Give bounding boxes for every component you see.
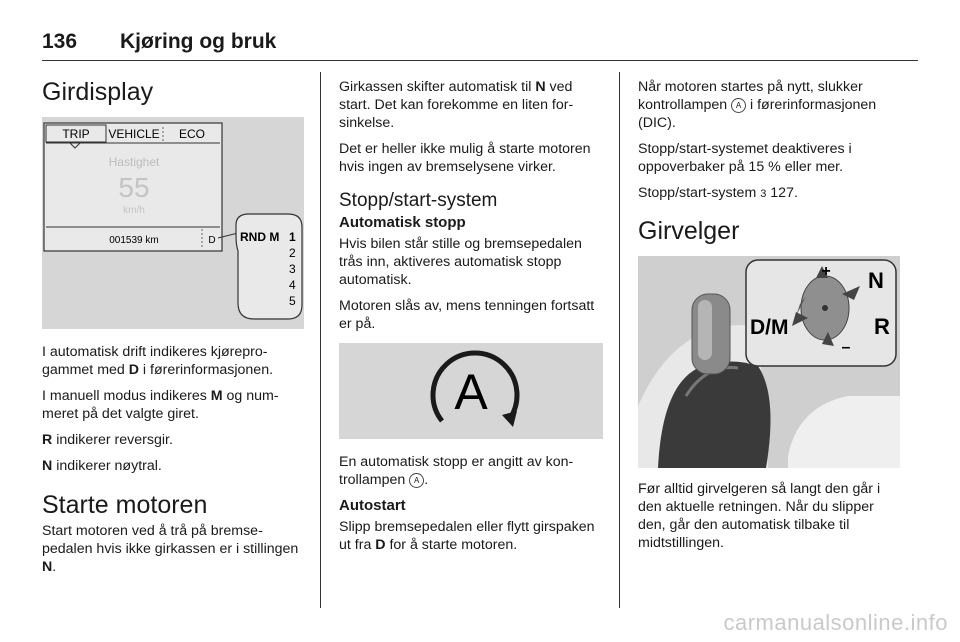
gear-display-figure bbox=[42, 117, 304, 329]
tab-eco: ECO bbox=[178, 127, 206, 141]
column-3 bbox=[638, 72, 902, 560]
heading-girdisplay: Girdisplay bbox=[42, 78, 154, 106]
paragraph: Girkassen skifter automatisk til N ved start. Det kan forekomme en liten forsinkelse. bbox=[339, 79, 574, 131]
tab-trip: TRIP bbox=[62, 127, 90, 141]
page-header bbox=[42, 14, 276, 54]
gear-selector-figure bbox=[638, 256, 900, 468]
heading-stopp-start: Stopp/start-system bbox=[339, 190, 498, 211]
page-number: 136 bbox=[42, 30, 78, 53]
paragraph: Slipp bremsepedalen eller flytt girspaken ut fra D for å starte motoren. bbox=[339, 519, 595, 553]
paragraph: I automatisk drift indikeres kjøreprogammet med D i førerinformasjonen. bbox=[42, 344, 274, 378]
autostop-a-icon bbox=[339, 343, 603, 439]
gear-3: 3 bbox=[289, 262, 296, 276]
odometer: 001539 km bbox=[109, 235, 159, 246]
gear-2: 2 bbox=[289, 246, 296, 260]
paragraph: Motoren slås av, mens tenningen fortsatt er på. bbox=[339, 298, 595, 332]
speed-unit: km/h bbox=[123, 205, 145, 216]
heading-starte-motoren: Starte motoren bbox=[42, 491, 208, 519]
selector-minus: – bbox=[841, 339, 851, 356]
subheading-autostart: Autostart bbox=[339, 497, 406, 514]
selector-plus: + bbox=[821, 263, 831, 280]
column-divider bbox=[619, 72, 620, 608]
selector-n: N bbox=[868, 268, 884, 293]
speed-value: 55 bbox=[118, 172, 150, 203]
subheading-automatisk-stopp: Automatisk stopp bbox=[339, 214, 466, 231]
gear-5: 5 bbox=[289, 294, 296, 308]
header-rule bbox=[42, 60, 918, 61]
gear-selector-illustration bbox=[638, 256, 900, 468]
speed-label: Hastighet bbox=[108, 155, 160, 169]
watermark: carmanualsonline.info bbox=[723, 610, 948, 635]
paragraph: Start motoren ved å trå på bremsepedalen hvis ikke girkassen er i stillingen N. bbox=[42, 523, 299, 575]
page-reference-arrow-icon: 3 bbox=[760, 188, 767, 200]
column-1 bbox=[42, 72, 304, 584]
current-gear: D bbox=[208, 235, 216, 246]
paragraph: I manuell modus indikeres M og nummeret på det valgte giret. bbox=[42, 388, 279, 422]
paragraph: Hvis bilen står stille og bremsepedalen trås inn, aktiveres automatisk stopp automatisk. bbox=[339, 236, 582, 288]
tab-vehicle: VEHICLE bbox=[108, 127, 160, 141]
selector-dm: D/M bbox=[750, 316, 789, 339]
column-2 bbox=[339, 72, 603, 562]
gear-selected: 1 bbox=[289, 230, 296, 244]
paragraph: Når motoren startes på nytt, slukker kontrollampen A i førerinformasjonen (DIC). bbox=[638, 79, 877, 131]
selector-r: R bbox=[874, 314, 890, 339]
autostop-icon-figure bbox=[339, 343, 603, 439]
gear-row: RND M bbox=[240, 230, 280, 244]
paragraph: Stopp/start-systemet deaktiveres i oppoverbaker på 15 % eller mer. bbox=[638, 141, 852, 175]
paragraph: N indikerer nøytral. bbox=[42, 458, 162, 474]
paragraph: R indikerer reversgir. bbox=[42, 432, 173, 448]
svg-text:A: A bbox=[454, 364, 488, 420]
paragraph: Det er heller ikke mulig å starte motoren hvis ingen av bremselysene virker. bbox=[339, 141, 591, 175]
gear-4: 4 bbox=[289, 278, 296, 292]
gear-display-illustration bbox=[42, 117, 304, 329]
autostop-icon: A bbox=[731, 98, 746, 113]
paragraph: En automatisk stopp er angitt av kontrollampen A . bbox=[339, 454, 574, 488]
paragraph: Stopp/start-system 3 127. bbox=[638, 185, 798, 201]
heading-girvelger: Girvelger bbox=[638, 217, 740, 245]
paragraph: Før alltid girvelgeren så langt den går i den aktuelle retningen. Når du slipper den, går den automatisk tilbake til midtstillingen. bbox=[638, 481, 881, 551]
section-title: Kjøring og bruk bbox=[120, 30, 277, 53]
autostop-icon: A bbox=[409, 473, 424, 488]
column-divider bbox=[320, 72, 321, 608]
